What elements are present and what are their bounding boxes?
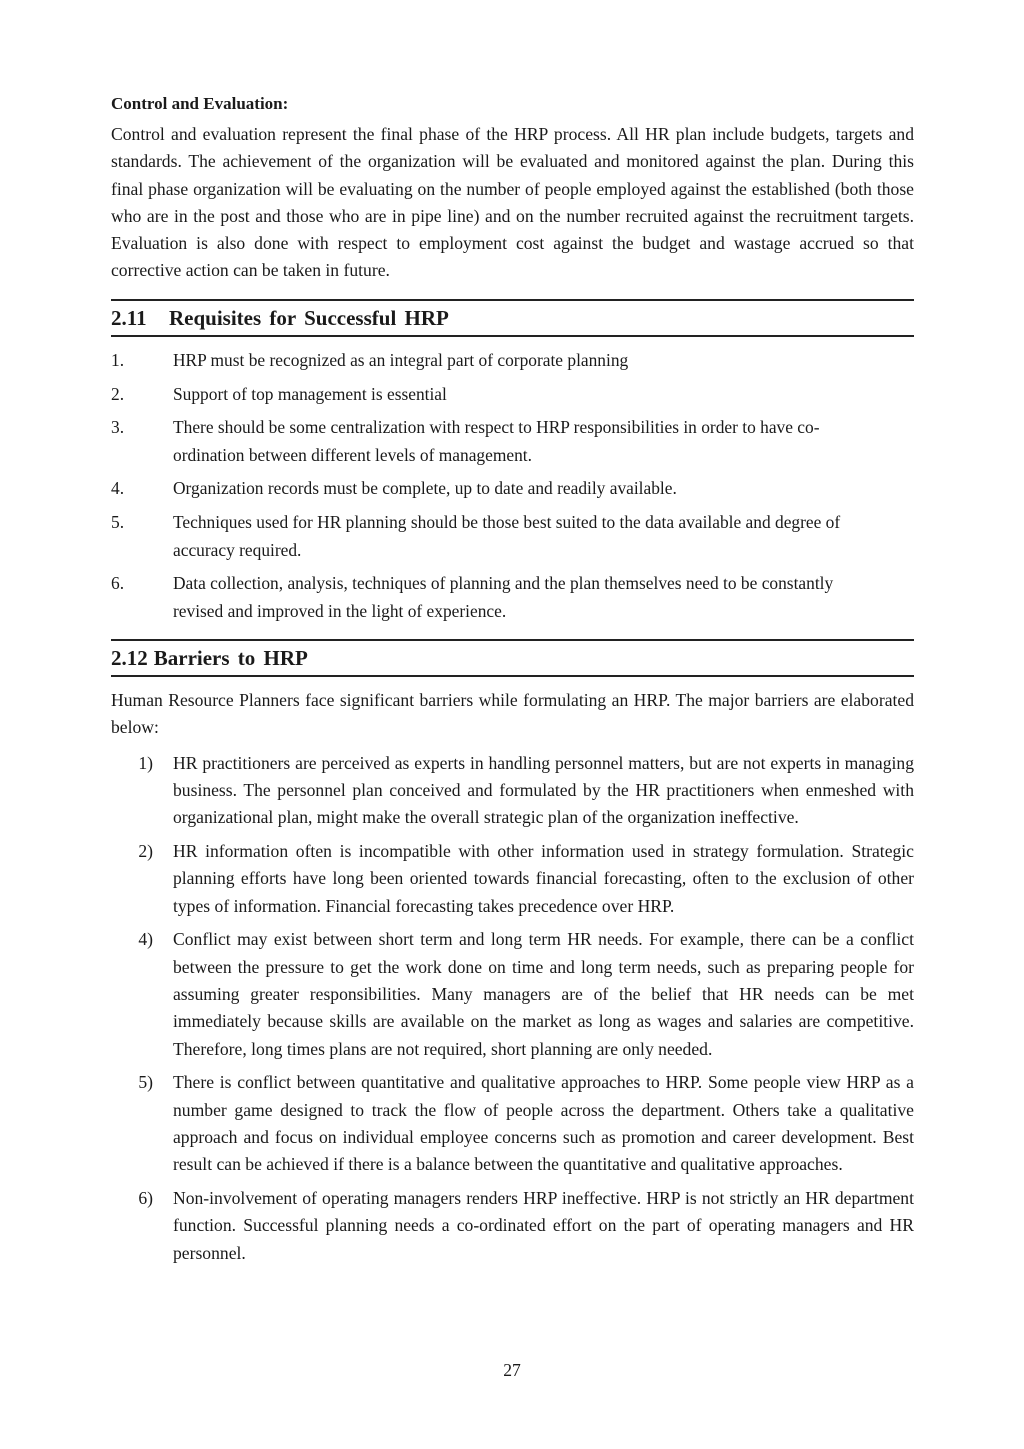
item-text: There should be some centralization with respect to HRP responsibilities in order to have co-ordination between different levels of management. xyxy=(173,417,820,465)
list-item xyxy=(111,1069,914,1178)
requisites-list xyxy=(111,347,914,625)
item-text: Non-involvement of operating managers renders HRP ineffective. HRP is not strictly an HR department function. Successful planning needs a co-ordinated effort on the part of operating managers and HR personnel. xyxy=(173,1188,914,1263)
barriers-intro-paragraph: Human Resource Planners face significant barriers while formulating an HRP. The major barriers are elaborated below: xyxy=(111,689,914,738)
item-text: There is conflict between quantitative and qualitative approaches to HRP. Some people view HRP as a number game designed to track the flow of people across the department. Others take a qualitative approach and focus on individual employee concerns such as promotion and career development. Best result can be achieved if there is a balance between the quantitative and qualitative approaches. xyxy=(173,1072,914,1175)
section-number: 2.11 xyxy=(111,305,147,330)
page-number: 27 xyxy=(503,1360,521,1380)
control-evaluation-paragraph: Control and evaluation represent the final phase of the HRP process. All HR plan include budgets, targets and standards. The achievement of the organization will be evaluated and monitored against the plan. During this final phase organization will be evaluating on the number of people employed against the established (both those who are in the post and those who are in pipe line) and on the number recruited against the recruitment targets. Evaluation is also done with respect to employment cost against the budget and wastage accrued so that corrective action can be taken in future. xyxy=(111,124,914,281)
item-text: Organization records must be complete, up to date and readily available. xyxy=(173,478,677,499)
item-text: HR practitioners are perceived as experts in handling personnel matters, but are not experts in managing business. The personnel plan conceived and formulated by the HR practitioners when enmeshed with organizational plan, might make the overall strategic plan of the organization ineffective. xyxy=(173,752,914,828)
list-item xyxy=(111,926,914,1062)
list-item xyxy=(111,414,914,469)
list-item xyxy=(111,1185,914,1267)
section-heading-2-12 xyxy=(111,639,914,677)
section-title: Barriers to HRP xyxy=(153,645,308,670)
list-item xyxy=(111,750,914,832)
item-number: 4) xyxy=(138,929,153,950)
section-number: 2.12 xyxy=(111,645,148,670)
item-number: 1. xyxy=(111,349,125,370)
item-text: Techniques used for HR planning should be those best suited to the data available and degree of accuracy required. xyxy=(173,512,841,560)
item-number: 1) xyxy=(138,752,153,773)
item-number: 4. xyxy=(111,478,125,499)
item-number: 5. xyxy=(111,512,125,533)
list-item xyxy=(111,475,914,502)
item-number: 2. xyxy=(111,383,125,404)
list-item xyxy=(111,509,914,564)
item-number: 2) xyxy=(138,840,153,861)
list-item xyxy=(111,570,914,625)
list-item xyxy=(111,838,914,920)
item-text: Support of top management is essential xyxy=(173,383,447,404)
barriers-list xyxy=(111,750,914,1267)
item-number: 6) xyxy=(138,1188,153,1208)
list-item xyxy=(111,347,914,374)
item-number: 5) xyxy=(138,1072,153,1093)
item-number: 6. xyxy=(111,573,125,594)
control-evaluation-heading: Control and Evaluation: xyxy=(111,94,289,113)
item-text: HR information often is incompatible with other information used in strategy formulation. Strategic planning efforts have long been oriented towards financial forecasting, often to the exclusion of other types of information. Financial forecasting takes precedence over HRP. xyxy=(173,840,914,916)
section-heading-2-11 xyxy=(111,299,914,337)
section-title: Requisites for Successful HRP xyxy=(169,305,449,330)
document-page xyxy=(111,90,914,1273)
list-item xyxy=(111,381,914,408)
item-text: Data collection, analysis, techniques of planning and the plan themselves need to be constantly revised and improved in the light of experience. xyxy=(173,573,834,621)
item-text: HRP must be recognized as an integral part of corporate planning xyxy=(173,349,629,370)
item-number: 3. xyxy=(111,417,125,438)
item-text: Conflict may exist between short term and long term HR needs. For example, there can be a conflict between the pressure to get the work done on time and long term needs, such as preparing people for assuming greater responsibilities. Many managers are of the belief that HR needs can be met immediately because skills are available on the market as long as wages and salaries are competitive. Therefore, long times plans are not required, short planning are only needed. xyxy=(173,929,914,1059)
